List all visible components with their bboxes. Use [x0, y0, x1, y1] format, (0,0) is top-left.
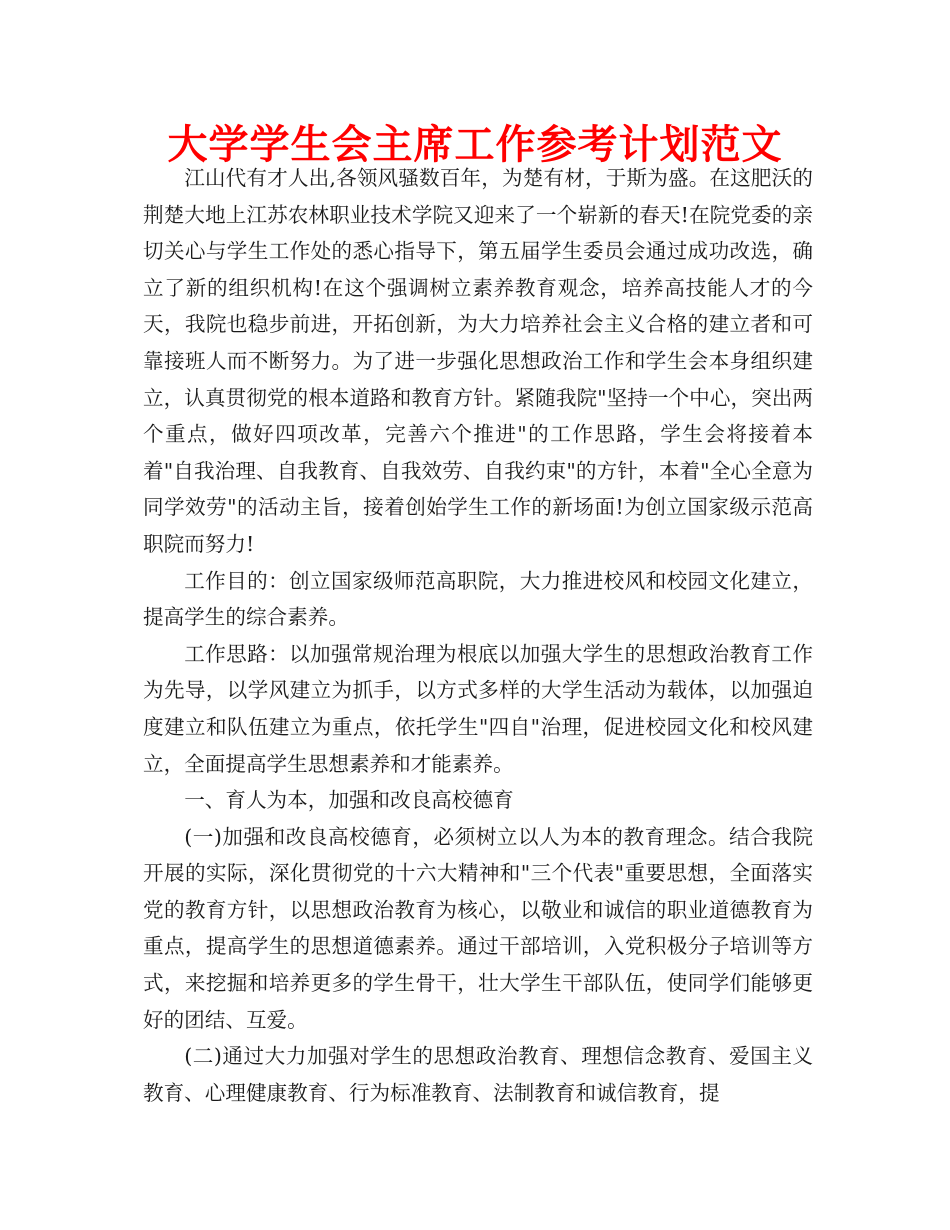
document-body: [143, 160, 813, 1111]
document-title: 大学学生会主席工作参考计划范文: [167, 122, 783, 168]
section-heading-1: 一、育人为本，加强和改良高校德育: [184, 788, 514, 813]
paragraph-item-2: (二)通过大力加强对学生的思想政治教育、理想信念教育、爱国主义教育、心理健康教育、行为标准教育、法制教育和诚信教育，提: [143, 1044, 813, 1105]
paragraph-item-1: (一)加强和改良高校德育，必须树立以人为本的教育理念。结合我院开展的实际，深化贯彻党的十六大精神和"三个代表"重要思想，全面落实党的教育方针，以思想政治教育为核心，以敬业和诚信的职业道德教育为重点，提高学生的思想道德素养。通过干部培训，入党积极分子培训等方式，来挖掘和培养更多的学生骨干，壮大学生干部队伍，使同学们能够更好的团结、互爱。: [143, 824, 813, 1032]
paragraph-work-goal: 工作目的：创立国家级师范高职院，大力推进校风和校园文化建立，提高学生的综合素养。: [143, 568, 813, 630]
paragraph-work-approach: 工作思路：以加强常规治理为根底以加强大学生的思想政治教育工作为先导，以学风建立为抓手，以方式多样的大学生活动为载体，以加强迫度建立和队伍建立为重点，依托学生"四自"治理，促进校园文化和校风建立，全面提高学生思想素养和才能素养。: [143, 641, 813, 776]
paragraph-intro: 江山代有才人出,各领风骚数百年，为楚有材，于斯为盛。在这肥沃的荆楚大地上江苏农林职业技术学院又迎来了一个崭新的春天!在院党委的亲切关心与学生工作处的悉心指导下，第五届学生委员会通过成功改选，确立了新的组织机构!在这个强调树立素养教育观念，培养高技能人才的今天，我院也稳步前进，开拓创新，为大力培养社会主义合格的建立者和可靠接班人而不断努力。为了进一步强化思想政治工作和学生会本身组织建立，认真贯彻党的根本道路和教育方针。紧随我院"坚持一个中心，突出两个重点，做好四项改革，完善六个推进"的工作思路，学生会将接着本着"自我治理、自我教育、自我效劳、自我约束"的方针，本着"全心全意为同学效劳"的活动主旨，接着创始学生工作的新场面!为创立国家级示范高职院而努力!: [143, 166, 813, 556]
